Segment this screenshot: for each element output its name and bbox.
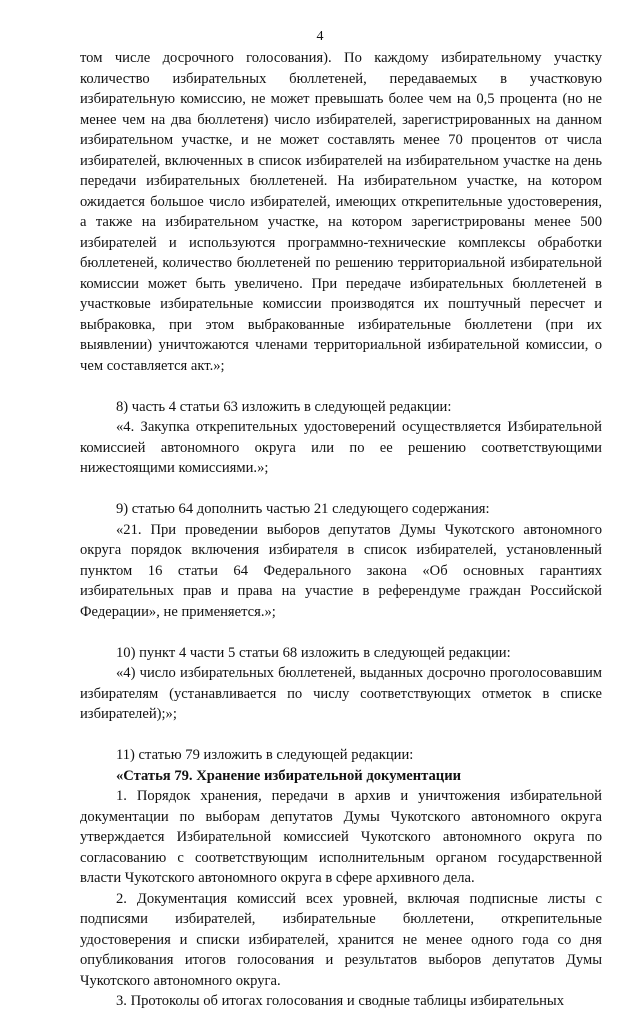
paragraph-amendment-10: 10) пункт 4 части 5 статьи 68 изложить в следующей редакции: [116,644,511,661]
article-79-clause-1: 1. Порядок хранения, передачи в архив и уничтожения избирательной документации по выборам депутатов Думы Чукотского автономного округа утверждается Избирательной комиссией Чукотского автономного округа по согласованию с соответствующим исполнительным органом государственной власти Чукотского автономного округа в сфере архивного дела. [80,788,602,886]
page-number: 4 [316,29,324,44]
paragraph-gap [80,622,602,643]
paragraph-amendment-8: 8) часть 4 статьи 63 изложить в следующей редакции: [116,398,452,415]
paragraph-amendment-8-text: «4. Закупка открепительных удостоверений осуществляется Избирательной комиссией автономного округа или по ее решению соответствующими нижестоящими комиссиями.»; [80,419,602,476]
article-79-heading: «Статья 79. Хранение избирательной документации [116,767,462,784]
paragraph-gap [80,725,602,746]
paragraph-amendment-9: 9) статью 64 дополнить частью 21 следующего содержания: [116,501,490,517]
article-79-clause-2: 2. Документация комиссий всех уровней, включая подписные листы с подписями избирателей, избирательные бюллетени, открепительные удостоверения и списки избирателей, хранится не менее одного года со дня опубликования итогов голосования и результатов выборов депутатов Думы Чукотского автономного округа. [80,890,602,989]
paragraph-amendment-11: 11) статью 79 изложить в следующей редакции: [116,747,414,763]
paragraph-amendment-10-text: «4) число избирательных бюллетеней, выданных досрочно проголосовавшим избирателям (устанавливается по числу соответствующих отметок в списке избирателей);»; [80,665,602,722]
article-79-clause-3: 3. Протоколы об итогах голосования и сводные таблицы избирательных [116,993,565,1009]
paragraph-continuation: том числе досрочного голосования). По каждому избирательному участку количество избирательных бюллетеней, передаваемых в участковую избирательную комиссию, не может превышать более чем на 0,5 процента (но не менее чем на два бюллетеня) число избирателей, зарегистрированных на данном избирательном участке, и не может составлять менее 70 процентов от числа избирателей, включенных в список избирателей на избирательном участке на день передачи избирательных бюллетеней. На избирательном участке, на котором ожидается большое число избирателей, имеющих открепительные удостоверения, а также на избирательном участке, на котором зарегистрированы менее 500 избирателей и используются программно-технические комплексы обработки бюллетеней, количество бюллетеней по решению территориальной избирательной комиссии может быть увеличено. При передаче избирательных бюллетеней в участковые избирательные комиссии производятся их поштучный пересчет и выбраковка, при этом выбракованные избирательные бюллетени (при их выявлении) уничтожаются членами территориальной избирательной комиссии, о чем составляется акт.»; [80,50,602,374]
paragraph-gap [80,479,602,500]
paragraph-amendment-9-text: «21. При проведении выборов депутатов Думы Чукотского автономного округа порядок включения избирателя в список избирателей, установленный пунктом 16 статьи 64 Федерального закона «Об основных гарантиях избирательных прав и права на участие в референдуме граждан Российской Федерации», не применяется.»; [80,521,602,620]
document-body [80,48,602,1012]
paragraph-gap [80,376,602,397]
